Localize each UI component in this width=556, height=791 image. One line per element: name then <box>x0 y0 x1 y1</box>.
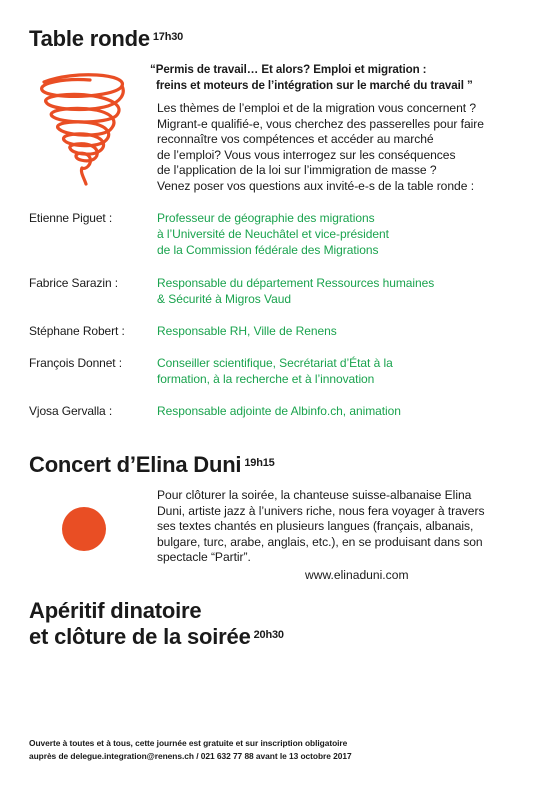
quote-line: “Permis de travail… Et alors? Emploi et migration : <box>150 63 427 76</box>
table-ronde-title: Table ronde <box>29 26 150 51</box>
orange-circle-icon <box>61 506 107 552</box>
speaker-role <box>157 355 393 387</box>
elina-duni-link[interactable]: www.elinaduni.com <box>305 568 409 582</box>
concert-line: Pour clôturer la soirée, la chanteuse suisse-albanaise Elina <box>157 488 472 502</box>
aperitif-heading <box>29 598 284 650</box>
concert-line: spectacle “Partir”. <box>157 550 251 565</box>
intro-line: Venez poser vos questions aux invité-e-s de la table ronde : <box>157 178 475 193</box>
quote-line: freins et moteurs de l’intégration sur le marché du travail ” <box>156 78 473 92</box>
speaker-role <box>157 323 337 339</box>
intro-line: de l’emploi? Vous vous interrogez sur les conséquences <box>157 147 456 162</box>
speaker-role-line: Conseiller scientifique, Secrétariat d’État à la <box>157 356 393 370</box>
intro-line: de l’application de la loi sur l’immigration de masse ? <box>157 163 437 178</box>
intro-line: Migrant-e qualifié-e, vous cherchez des passerelles pour faire <box>157 116 484 131</box>
speaker-name: Etienne Piguet : <box>29 211 113 225</box>
speaker-role-line: Professeur de géographie des migrations <box>157 211 375 225</box>
concert-line: Duni, artiste jazz à l’univers riche, nous fera voyager à travers <box>157 503 485 518</box>
footer-line: auprès de delegue.integration@renens.ch / 021 632 77 88 avant le 13 octobre 2017 <box>29 751 352 761</box>
aperitif-time: 20h30 <box>253 629 284 641</box>
table-ronde-quote <box>150 62 473 93</box>
intro-line: reconnaître vos compétences et accéder au marché <box>157 132 434 147</box>
spiral-icon <box>30 72 138 198</box>
concert-line: ses textes chantés en plusieurs langues (français, albanais, <box>157 519 474 534</box>
aperitif-title-line1: Apéritif dinatoire <box>29 598 202 623</box>
speaker-name: Vjosa Gervalla : <box>29 404 113 418</box>
speaker-role-line: Responsable RH, Ville de Renens <box>157 324 337 338</box>
concert-title: Concert d’Elina Duni <box>29 452 242 477</box>
speaker-name: Fabrice Sarazin : <box>29 276 119 290</box>
speaker-role <box>157 210 389 258</box>
speaker-role-line: Responsable du département Ressources humaines <box>157 276 435 290</box>
speaker-role-line: à l’Université de Neuchâtel et vice-président <box>157 227 389 241</box>
concert-line: bulgare, turc, arabe, anglais, etc.), en se produisant dans son <box>157 534 483 549</box>
speaker-role-line: & Sécurité à Migros Vaud <box>157 292 291 306</box>
speaker-name: François Donnet : <box>29 356 123 370</box>
speaker-role-line: formation, à la recherche et à l’innovation <box>157 372 375 386</box>
speaker-name: Stéphane Robert : <box>29 324 125 338</box>
table-ronde-heading <box>29 26 183 52</box>
concert-description <box>157 488 537 566</box>
table-ronde-intro <box>157 101 537 195</box>
footer-line: Ouverte à toutes et à tous, cette journée est gratuite et sur inscription obligatoire <box>29 738 348 748</box>
concert-heading <box>29 452 275 478</box>
speaker-role <box>157 403 401 419</box>
speaker-role-line: de la Commission fédérale des Migrations <box>157 243 379 257</box>
aperitif-title-line2 <box>29 624 284 650</box>
table-ronde-time: 17h30 <box>152 31 184 43</box>
aperitif-title-text: et clôture de la soirée <box>29 624 251 649</box>
speaker-role <box>157 275 434 307</box>
intro-line: Les thèmes de l’emploi et de la migration vous concernent ? <box>157 101 477 115</box>
concert-time: 19h15 <box>244 457 275 469</box>
speaker-role-line: Responsable adjointe de Albinfo.ch, animation <box>157 404 401 418</box>
footer <box>29 737 352 763</box>
